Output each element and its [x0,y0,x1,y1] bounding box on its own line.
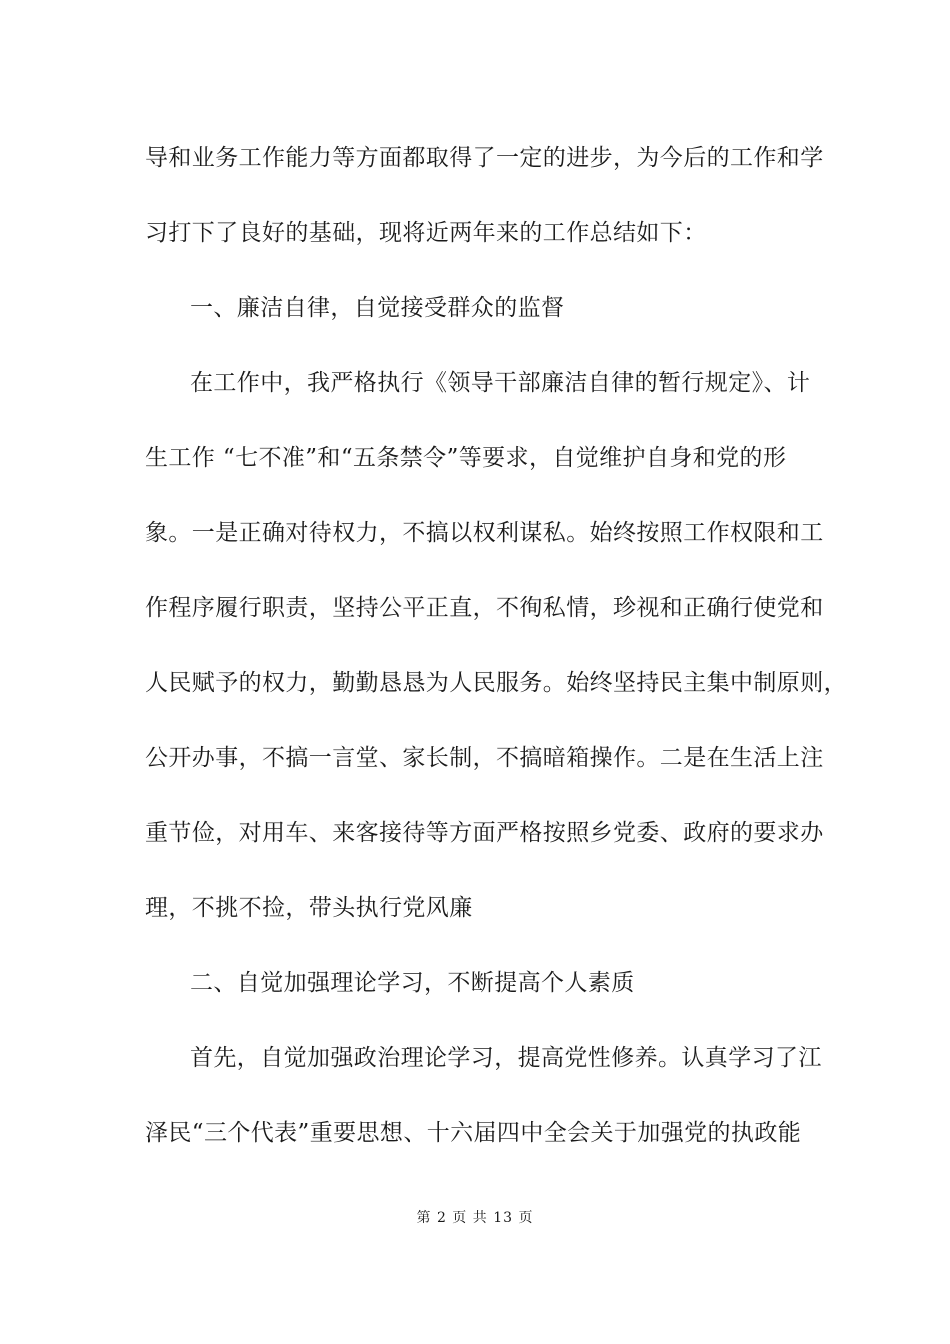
body-text-line: 导和业务工作能力等方面都取得了一定的进步，为今后的工作和学 [145,145,824,171]
body-text-line: 泽民“三个代表”重要思想、十六届四中全会关于加强党的执政能 [145,1120,802,1146]
body-text-line: 公开办事，不搞一言堂、家长制，不搞暗箱操作。二是在生活上注 [145,745,824,771]
body-text-line: 首先，自觉加强政治理论学习，提高党性修养。认真学习了江 [190,1045,822,1071]
page-number-footer: 第 2 页 共 13 页 [416,1210,534,1226]
body-text-line: 重节俭，对用车、来客接待等方面严格按照乡党委、政府的要求办 [145,820,824,846]
body-text-line: 习打下了良好的基础，现将近两年来的工作总结如下： [145,220,707,246]
body-text-line: 生工作 “七不准”和“五条禁令”等要求，自觉维护自身和党的形 [145,445,787,471]
body-text-line: 在工作中，我严格执行《领导干部廉洁自律的暂行规定》、计 [190,370,811,396]
body-text-line: 人民赋予的权力，勤勤恳恳为人民服务。始终坚持民主集中制原则， [145,670,847,696]
body-text-line: 理，不挑不捡，带头执行党风廉 [145,895,473,921]
section-heading: 二、自觉加强理论学习，不断提高个人素质 [190,970,635,996]
section-heading: 一、廉洁自律，自觉接受群众的监督 [190,295,565,321]
body-text-line: 象。一是正确对待权力，不搞以权利谋私。始终按照工作权限和工 [145,520,824,546]
body-text-line: 作程序履行职责，坚持公平正直，不徇私情，珍视和正确行使党和 [145,595,824,621]
